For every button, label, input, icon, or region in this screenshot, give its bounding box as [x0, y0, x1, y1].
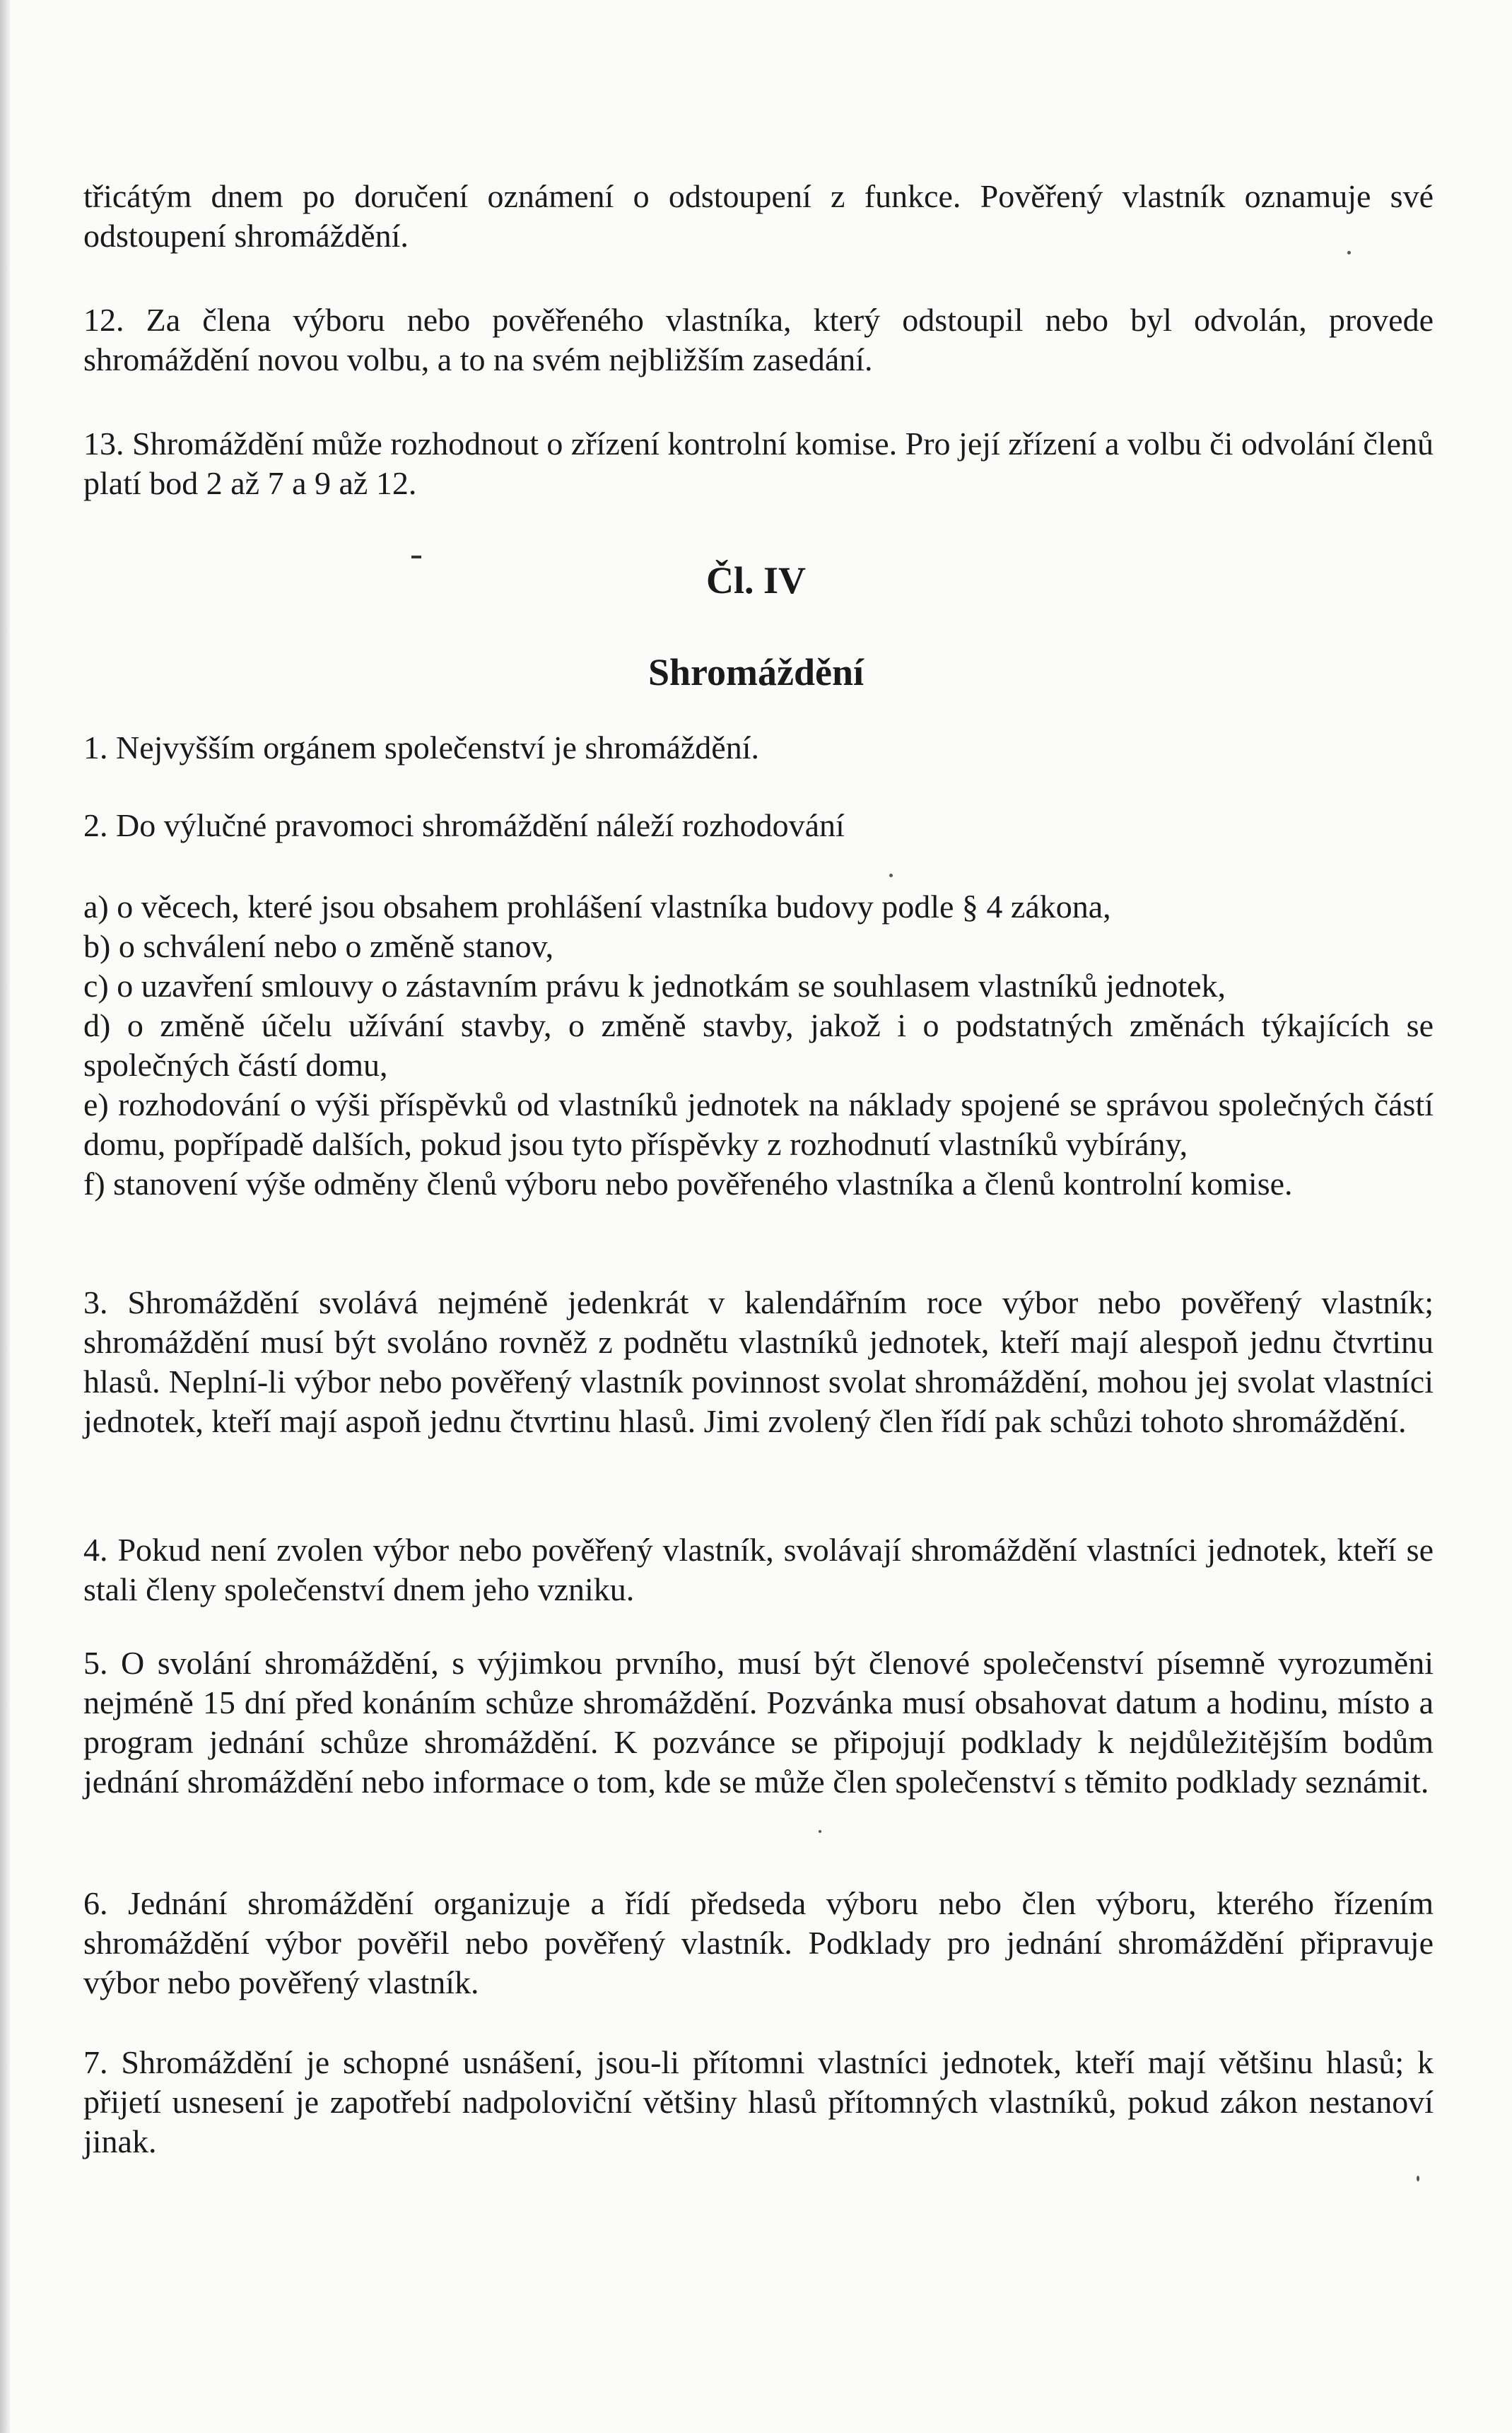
powers-list [83, 887, 1434, 1204]
list-item-c: c) o uzavření smlouvy o zástavním právu k jednotkám se souhlasem vlastníků jednotek, [83, 968, 1226, 1004]
list-item-b: b) o schválení nebo o změně stanov, [83, 928, 554, 964]
section-4-text: 4. Pokud není zvolen výbor nebo pověřený vlastník, svolávají shromáždění vlastníci jednotek, kteří se stali členy společenství dnem jeho vzniku. [83, 1532, 1434, 1607]
section-2 [83, 806, 1434, 845]
paragraph-12-text: 12. Za člena výboru nebo pověřeného vlastníka, který odstoupil nebo byl odvolán, provede shromáždění novou volbu, a to na svém nejbližším zasedání. [83, 302, 1434, 377]
section-6 [83, 1884, 1434, 2003]
section-7 [83, 2043, 1434, 2162]
section-1-text: 1. Nejvyšším orgánem společenství je shromáždění. [83, 729, 760, 766]
scan-speck [889, 874, 893, 877]
paragraph-top [83, 177, 1434, 256]
section-4 [83, 1530, 1434, 1610]
section-5-text: 5. O svolání shromáždění, s výjimkou prvního, musí být členové společenství písemně vyrozuměni nejméně 15 dní před konáním schůze shromáždění. Pozvánka musí obsahovat datum a hodinu, místo a program jednání schůze shromáždění. K pozvánce se připojují podklady k nejdůležitějším bodům jednání shromáždění nebo informace o tom, kde se může člen společenství s těmito podklady seznámit. [83, 1645, 1434, 1800]
section-3-text: 3. Shromáždění svolává nejméně jedenkrát v kalendářním roce výbor nebo pověřený vlastník; shromáždění musí být svoláno rovněž z podnětu vlastníků jednotek, kteří mají alespoň jednu čtvrtinu hlasů. Neplní-li výbor nebo pověřený vlastník povinnost svolat shromáždění, mohou jej svolat vlastníci jednotek, kteří mají aspoň jednu čtvrtinu hlasů. Jimi zvolený člen řídí pak schůzi tohoto shromáždění. [83, 1284, 1434, 1439]
section-2-text: 2. Do výlučné pravomoci shromáždění náleží rozhodování [83, 807, 845, 843]
scan-speck [819, 1830, 821, 1833]
list-item-a: a) o věcech, které jsou obsahem prohlášení vlastníka budovy podle § 4 zákona, [83, 889, 1111, 925]
list-item-f: f) stanovení výše odměny členů výboru nebo pověřeného vlastníka a členů kontrolní komise. [83, 1166, 1293, 1202]
paragraph-12 [83, 300, 1434, 380]
article-number: Čl. IV [705, 559, 806, 602]
section-7-text: 7. Shromáždění je schopné usnášení, jsou-li přítomni vlastníci jednotek, kteří mají většinu hlasů; k přijetí usnesení je zapotřebí nadpoloviční většiny hlasů přítomných vlastníků, pokud zákon nestanoví jinak. [83, 2044, 1434, 2159]
scan-shadow-edge [0, 0, 10, 2433]
scan-speck [1417, 2176, 1419, 2181]
scan-speck [1347, 251, 1351, 254]
article-title: Shromáždění [647, 651, 865, 693]
list-item-d: d) o změně účelu užívání stavby, o změně stavby, jakož i o podstatných změnách týkajících se společných částí domu, [83, 1007, 1434, 1083]
list-item-e: e) rozhodování o výši příspěvků od vlastníků jednotek na náklady spojené se správou společných částí domu, popřípadě dalších, pokud jsou tyto příspěvky z rozhodnutí vlastníků vybírány, [83, 1086, 1434, 1162]
section-1 [83, 728, 1434, 768]
section-6-text: 6. Jednání shromáždění organizuje a řídí předseda výboru nebo člen výboru, kterého řízením shromáždění výbor pověřil nebo pověřený vlastník. Podklady pro jednání shromáždění připravuje výbor nebo pověřený vlastník. [83, 1885, 1434, 2000]
section-3 [83, 1283, 1434, 1441]
paragraph-13-text: 13. Shromáždění může rozhodnout o zřízení kontrolní komise. Pro její zřízení a volbu či odvolání členů platí bod 2 až 7 a 9 až 12. [83, 426, 1434, 501]
paragraph-13 [83, 424, 1434, 503]
paragraph-top-text: třicátým dnem po doručení oznámení o odstoupení z funkce. Pověřený vlastník oznamuje své odstoupení shromáždění. [83, 178, 1434, 254]
section-5 [83, 1643, 1434, 1802]
